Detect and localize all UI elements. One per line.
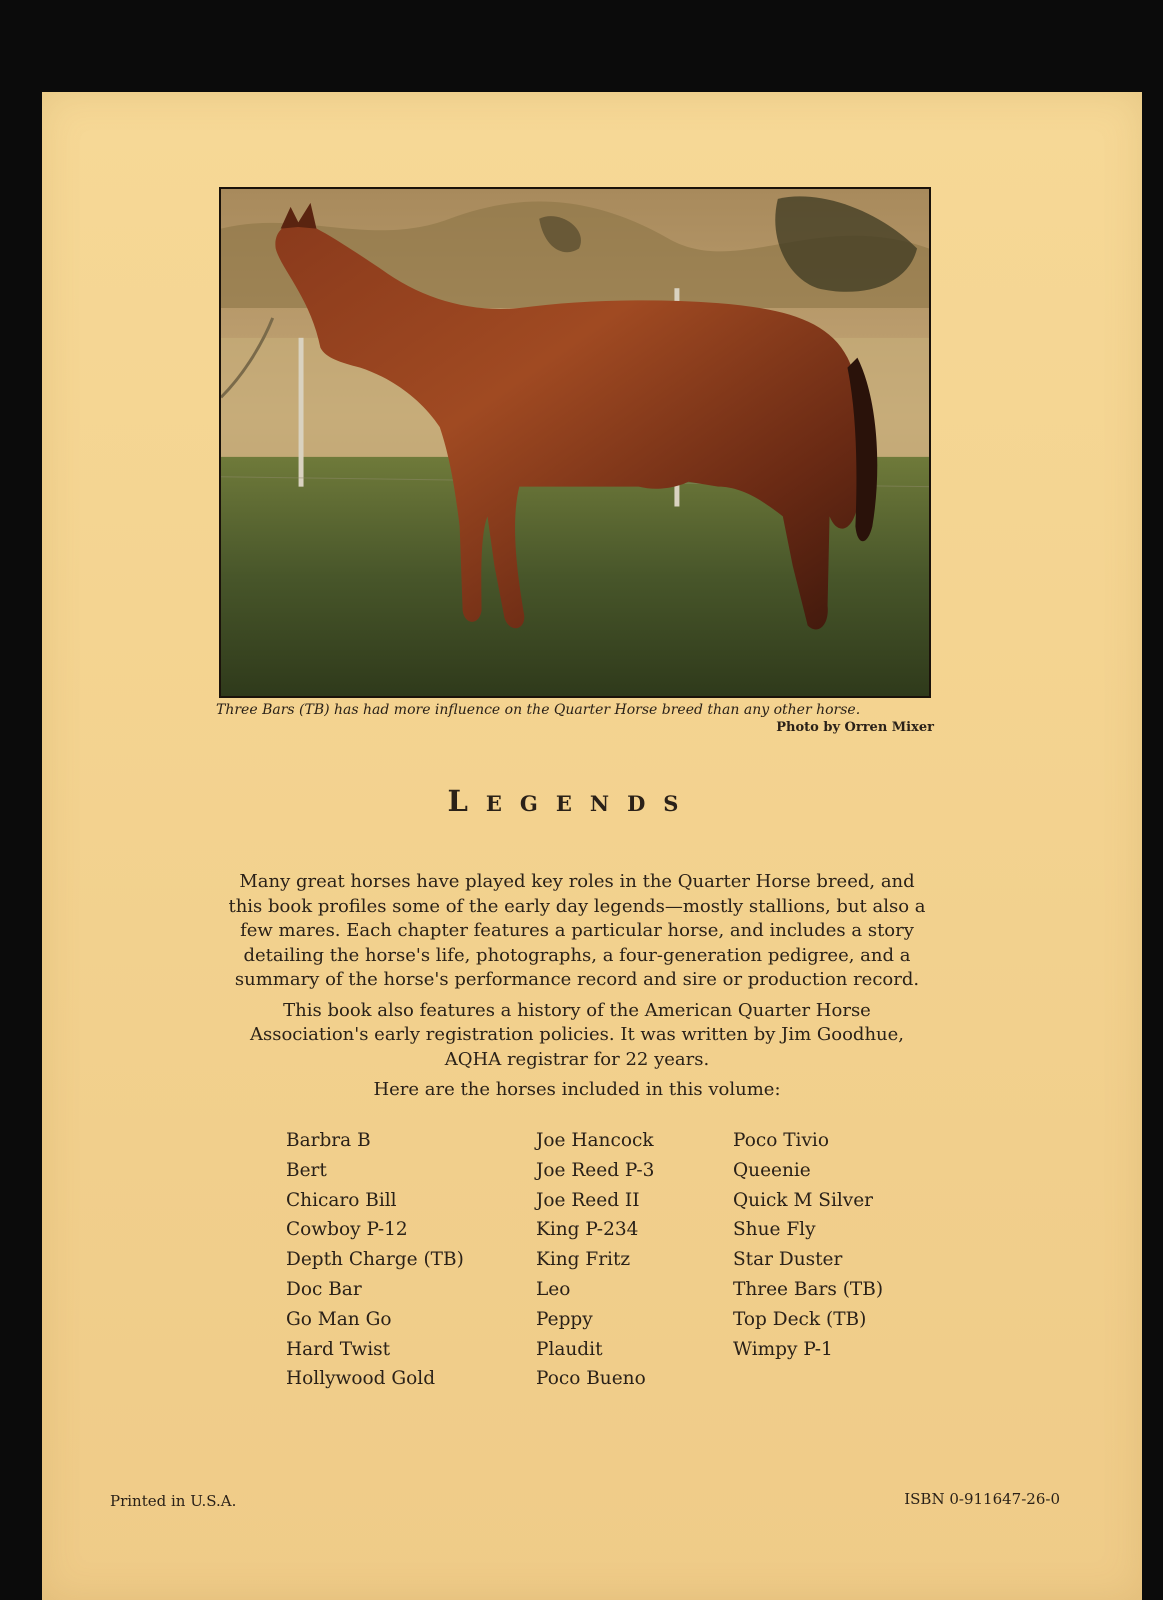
book-back-cover [42,92,1142,1600]
horse-name: Quick M Silver [733,1189,874,1211]
horse-name: Bert [286,1159,327,1181]
horse-name: Joe Hancock [536,1130,654,1151]
photo-caption: Three Bars (TB) has had more influence on the Quarter Horse breed than any other horse. [216,702,861,718]
horse-name: Top Deck (TB) [733,1308,867,1330]
horse-name: Joe Reed II [536,1189,640,1211]
horse-name: Queenie [733,1159,811,1181]
horse-name: Go Man Go [286,1308,392,1330]
horse-name: Plaudit [536,1338,603,1360]
horse-name: Hard Twist [286,1338,391,1360]
printed-in-label: Printed in U.S.A. [110,1492,237,1510]
photo-credit: Photo by Orren Mixer [776,720,934,735]
horse-name: Depth Charge (TB) [286,1249,464,1271]
isbn-number: ISBN 0-911647-26-0 [904,1490,1060,1508]
horse-name: Shue Fly [733,1219,816,1241]
horse-name: Doc Bar [286,1278,362,1300]
horse-name: Star Duster [733,1249,843,1271]
horse-name: King P-234 [536,1219,639,1241]
description-paragraph-2: This book also features a history of the American Quarter Horse Association's early registration policies. It was written by Jim Goodhue, AQHA registrar for 22 years. [249,999,905,1070]
horse-name: Hollywood Gold [286,1368,436,1390]
horse-list-column-3 [733,1126,883,1364]
horse-name: Wimpy P-1 [733,1338,833,1360]
title-first-letter: L [447,784,486,818]
horse-name: Poco Tivio [733,1130,829,1151]
horse-list-column-2 [536,1126,654,1394]
title-rest: EGENDS [485,791,697,816]
horse-name: King Fritz [536,1249,631,1271]
horse-name: Three Bars (TB) [733,1278,884,1300]
horse-list-column-1 [286,1126,464,1394]
horse-photo-image [221,189,929,696]
horse-name: Barbra B [286,1130,371,1151]
horse-name: Poco Bueno [536,1368,646,1390]
description-paragraph-1: Many great horses have played key roles in the Quarter Horse breed, and this book profiles some of the early day legends—mostly stallions, but also a few mares. Each chapter features a particular horse, and includes a story detailing the horse's life, photographs, a four-generation pedigree, and a summary of the horse's performance record and sire or production record. [228,871,926,990]
horse-name: Chicaro Bill [286,1189,397,1211]
book-title [42,784,1102,818]
horse-photo [219,187,931,698]
book-description [222,870,932,1109]
horse-name: Peppy [536,1308,593,1330]
horse-name: Leo [536,1278,571,1300]
horse-name: Cowboy P-12 [286,1219,408,1241]
horse-name: Joe Reed P-3 [536,1159,655,1181]
description-paragraph-3: Here are the horses included in this volume: [373,1079,781,1100]
